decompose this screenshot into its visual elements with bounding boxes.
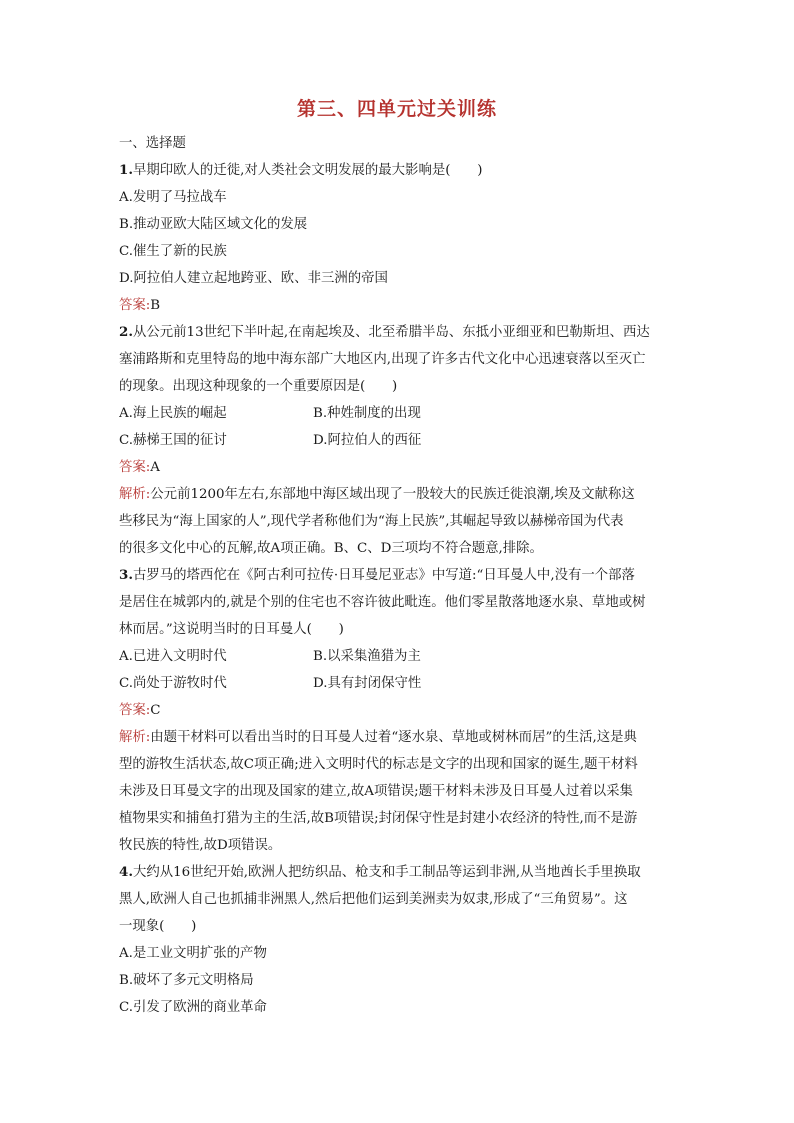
analysis-text: 植物果实和捕鱼打猎为主的生活,故B项错误;封闭保守性是封建小农经济的特性,而不是游 (119, 811, 638, 826)
section-heading: 一、选择题 (119, 136, 186, 151)
question-1 (119, 157, 679, 319)
option-row (119, 670, 679, 697)
analysis-line (119, 724, 679, 751)
option-c: C.催生了新的民族 (119, 244, 227, 259)
question-number: 4. (119, 864, 133, 880)
question-4 (119, 859, 679, 1021)
analysis-text: 未涉及日耳曼文字的出现及国家的建立,故A项错误;题干材料未涉及日耳曼人过着以采集 (119, 784, 633, 799)
option-c: C.引发了欧洲的商业革命 (119, 1000, 267, 1015)
analysis-line (119, 481, 679, 508)
question-stem: 塞浦路斯和克里特岛的地中海东部广大地区内,出现了许多古代文化中心迅速衰落以至灭亡 (119, 352, 646, 367)
question-stem: 从公元前13世纪下半叶起,在南起埃及、北至希腊半岛、东抵小亚细亚和巴勒斯坦、西达 (132, 325, 650, 340)
analysis-text: 型的游牧生活状态,故C项正确;进入文明时代的标志是文字的出现和国家的诞生,题干材料 (119, 757, 638, 772)
analysis-text: 由题干材料可以看出当时的日耳曼人过着“逐水泉、草地或树林而居”的生活,这是典 (150, 730, 637, 745)
answer-label: 答案: (119, 460, 151, 475)
analysis-text: 些移民为“海上国家的人”,现代学者称他们为“海上民族”,其崛起导致以赫梯帝国为代表 (119, 514, 624, 529)
question-stem: 大约从16世纪开始,欧洲人把纺织品、枪支和手工制品等运到非洲,从当地酋长手里换取 (132, 865, 641, 880)
page-title: 第三、四单元过关训练 (296, 98, 497, 120)
question-stem: 的现象。出现这种现象的一个重要原因是( ) (119, 379, 398, 394)
option-b: B.种姓制度的出现 (313, 406, 421, 421)
question-number: 3. (119, 567, 133, 583)
option-d: D.阿拉伯人的西征 (313, 433, 422, 448)
question-number: 2. (119, 324, 133, 340)
option-row (119, 400, 679, 427)
option-row (119, 427, 679, 454)
question-stem: 一现象( ) (119, 919, 197, 934)
question-stem: 是居住在城郭内的,就是个别的住宅也不容许彼此毗连。他们零星散落地逐水泉、草地或树 (119, 595, 646, 610)
question-3 (119, 562, 679, 859)
analysis-label: 解析: (119, 730, 151, 745)
answer-line (119, 697, 679, 724)
analysis-label: 解析: (119, 487, 151, 502)
analysis-text: 牧民族的特性,故D项错误。 (119, 838, 282, 853)
option-b: B.推动亚欧大陆区域文化的发展 (119, 217, 308, 232)
question-list (119, 130, 679, 1021)
question-stem: 黑人,欧洲人自己也抓捕非洲黑人,然后把他们运到美洲卖为奴隶,形成了“三角贸易”。这 (119, 892, 628, 907)
option-b: B.以采集渔猎为主 (313, 649, 421, 664)
analysis-text: 公元前1200年左右,东部地中海区域出现了一股较大的民族迁徙浪潮,埃及文献称这 (150, 487, 635, 502)
option-c: C.赫梯王国的征讨 (119, 433, 227, 448)
answer-line (119, 292, 679, 319)
option-row (119, 643, 679, 670)
answer-line (119, 454, 679, 481)
question-stem: 早期印欧人的迁徙,对人类社会文明发展的最大影响是( ) (132, 163, 483, 178)
option-a: A.是工业文明扩张的产物 (119, 946, 267, 961)
question-2 (119, 319, 679, 562)
answer-value: A (150, 460, 160, 475)
option-a: A.发明了马拉战车 (119, 190, 227, 205)
question-stem: 古罗马的塔西佗在《阿古利可拉传·日耳曼尼亚志》中写道:“日耳曼人中,没有一个部落 (132, 568, 635, 583)
option-c: C.尚处于游牧时代 (119, 676, 227, 691)
answer-label: 答案: (119, 703, 151, 718)
analysis-text: 的很多文化中心的瓦解,故A项正确。B、C、D三项均不符合题意,排除。 (119, 541, 543, 556)
option-a: A.已进入文明时代 (119, 649, 227, 664)
answer-label: 答案: (119, 298, 151, 313)
question-number: 1. (119, 162, 133, 178)
question-stem: 林而居。”这说明当时的日耳曼人( ) (119, 622, 344, 637)
option-d: D.阿拉伯人建立起地跨亚、欧、非三洲的帝国 (119, 271, 388, 286)
option-d: D.具有封闭保守性 (313, 676, 422, 691)
answer-value: B (150, 298, 161, 313)
answer-value: C (150, 703, 161, 718)
option-a: A.海上民族的崛起 (119, 406, 227, 421)
option-b: B.破坏了多元文明格局 (119, 973, 254, 988)
